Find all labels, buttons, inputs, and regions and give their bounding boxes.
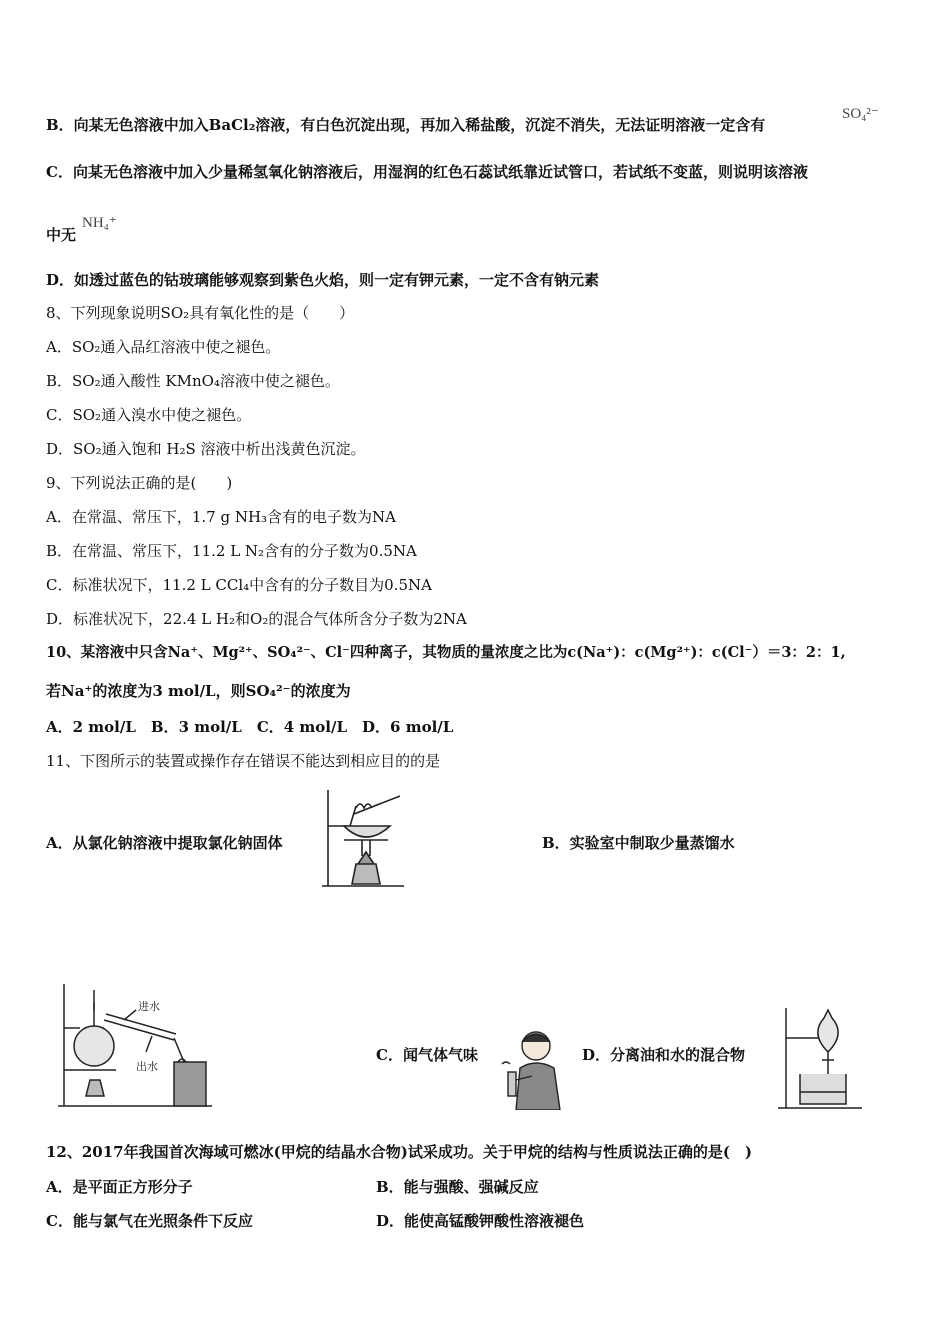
q11-option-b: B．实验室中制取少量蒸馏水 bbox=[542, 834, 735, 852]
q10-options: A．2 mol/L B．3 mol/L C．4 mol/L D．6 mol/L bbox=[46, 718, 454, 736]
separatory-funnel-figure bbox=[776, 1004, 866, 1112]
q8-stem: 8、下列现象说明SO₂具有氧化性的是（ ） bbox=[46, 304, 355, 322]
q12-option-a: A．是平面正方形分子 bbox=[46, 1178, 193, 1196]
smelling-gas-figure bbox=[496, 1024, 568, 1110]
q9-option-c: C．标准状况下，11.2 L CCl₄中含有的分子数目为0.5NA bbox=[46, 576, 432, 594]
q10-stem: 10、某溶液中只含Na⁺、Mg²⁺、SO₄²⁻、Cl⁻四种离子，其物质的量浓度之比为c(Na⁺)：c(Mg²⁺)：c(Cl⁻）＝3：2：1, bbox=[46, 644, 846, 661]
q8-option-a: A．SO₂通入品红溶液中使之褪色。 bbox=[46, 338, 281, 356]
q7-option-b: B．向某无色溶液中加入BaCl₂溶液，有白色沉淀出现，再加入稀盐酸，沉淀不消失，无法证明溶液一定含有 bbox=[46, 116, 766, 134]
q8-option-c: C．SO₂通入溴水中使之褪色。 bbox=[46, 406, 252, 424]
q7-option-d: D．如透过蓝色的钴玻璃能够观察到紫色火焰，则一定有钾元素，一定不含有钠元素 bbox=[46, 271, 600, 289]
q7-sulfate-ion: SO₄²⁻ bbox=[842, 106, 879, 122]
q7-ammonium-ion: NH₄⁺ bbox=[82, 215, 117, 231]
q12-option-d: D．能使高锰酸钾酸性溶液褪色 bbox=[376, 1212, 585, 1230]
q10-stem-continued: 若Na⁺的浓度为3 mol/L，则SO₄²⁻的浓度为 bbox=[46, 682, 351, 700]
q7-option-c: C．向某无色溶液中加入少量稀氢氧化钠溶液后，用湿润的红色石蕊试纸靠近试管口，若试纸不变蓝，则说明该溶液 bbox=[46, 163, 808, 181]
q9-option-b: B．在常温、常压下，11.2 L N₂含有的分子数为0.5NA bbox=[46, 542, 417, 560]
q12-option-b: B．能与强酸、强碱反应 bbox=[376, 1178, 539, 1196]
q8-option-b: B．SO₂通入酸性 KMnO₄溶液中使之褪色。 bbox=[46, 372, 340, 390]
q9-option-d: D．标准状况下，22.4 L H₂和O₂的混合气体所含分子数为2NA bbox=[46, 610, 467, 628]
q8-option-d: D．SO₂通入饱和 H₂S 溶液中析出浅黄色沉淀。 bbox=[46, 440, 366, 458]
q11-option-d: D．分离油和水的混合物 bbox=[582, 1046, 746, 1064]
q11-option-a: A．从氯化钠溶液中提取氯化钠固体 bbox=[46, 834, 283, 852]
q9-stem: 9、下列说法正确的是( ) bbox=[46, 474, 233, 492]
q7-option-c-continued: 中无 bbox=[46, 226, 77, 244]
q12-stem: 12、2017年我国首次海域可燃冰(甲烷的结晶水合物)试采成功。关于甲烷的结构与性质说法正确的是( ) bbox=[46, 1143, 753, 1161]
water-inlet-label: 进水 bbox=[138, 1001, 160, 1013]
q11-option-c: C．闻气体气味 bbox=[376, 1046, 478, 1064]
evaporation-apparatus-figure bbox=[318, 786, 410, 890]
water-outlet-label: 出水 bbox=[136, 1061, 158, 1073]
q12-option-c: C．能与氯气在光照条件下反应 bbox=[46, 1212, 253, 1230]
distillation-apparatus-figure bbox=[56, 980, 216, 1110]
q11-stem: 11、下图所示的装置或操作存在错误不能达到相应目的的是 bbox=[46, 752, 441, 770]
q9-option-a: A．在常温、常压下，1.7 g NH₃含有的电子数为NA bbox=[46, 508, 397, 526]
